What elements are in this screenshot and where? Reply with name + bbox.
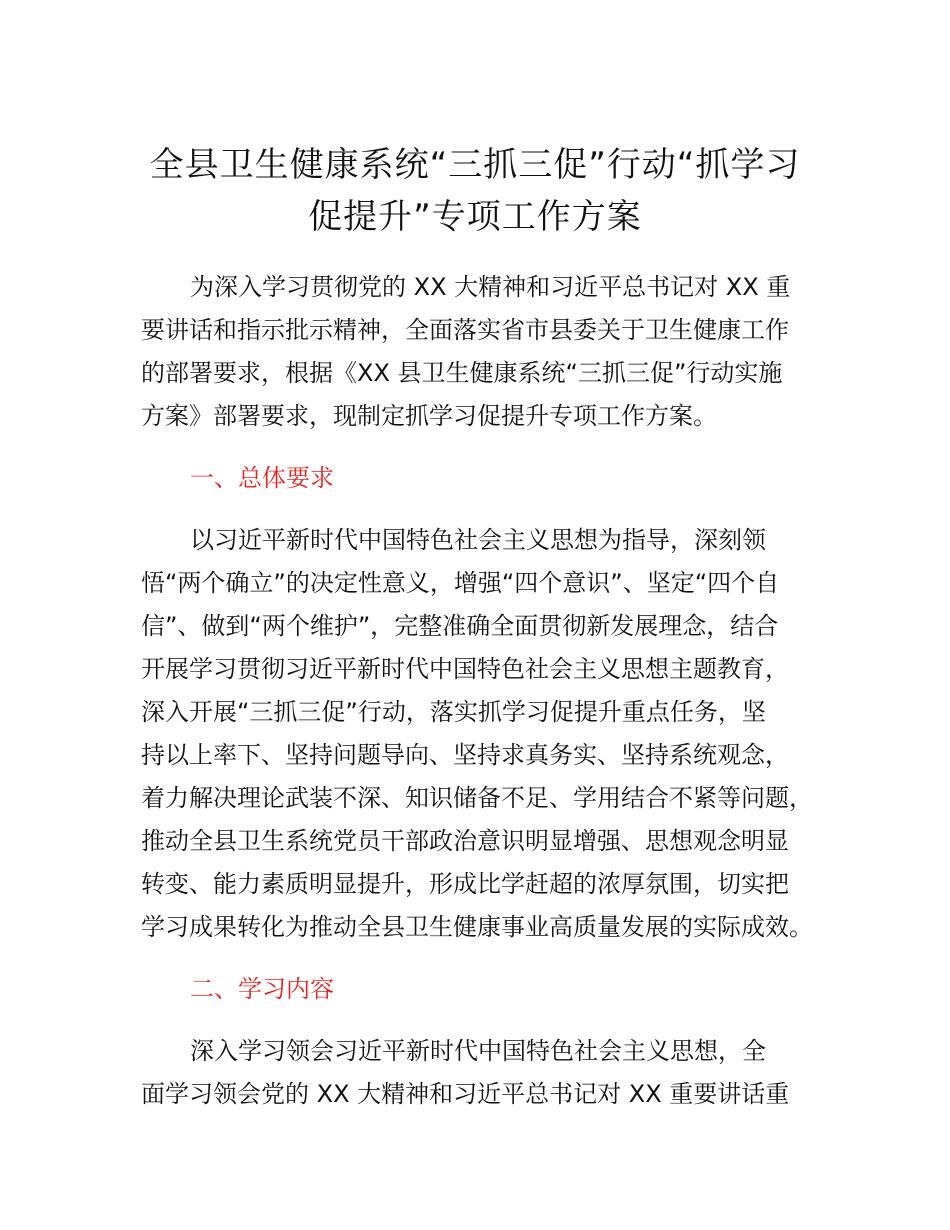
document-title-line-1: 全县卫生健康系统“三抓三促”行动“抓学习	[149, 145, 801, 185]
section1-line: 信”、做到“两个维护”，完整准确全面贯彻新发展理念，结合	[141, 612, 779, 640]
section1-line: 深入开展“三抓三促”行动，落实抓学习促提升重点任务，坚	[141, 698, 766, 726]
section1-line: 着力解决理论武装不深、知识储备不足、学用结合不紧等问题，	[141, 784, 813, 812]
section2-line: 深入学习领会习近平新时代中国特色社会主义思想，全	[190, 1037, 766, 1065]
section1-line: 悟“两个确立”的决定性意义，增强“四个意识”、坚定“四个自	[141, 569, 780, 597]
section1-line: 转变、能力素质明显提升，形成比学赶超的浓厚氛围，切实把	[141, 870, 789, 898]
section1-line: 学习成果转化为推动全县卫生健康事业高质量发展的实际成效。	[141, 913, 813, 941]
intro-line: 为深入学习贯彻党的 XX 大精神和习近平总书记对 XX 重	[190, 273, 791, 301]
section1-line: 开展学习贯彻习近平新时代中国特色社会主义思想主题教育，	[141, 655, 789, 683]
section1-line: 以习近平新时代中国特色社会主义思想为指导，深刻领	[190, 526, 766, 554]
section1-line: 持以上率下、坚持问题导向、坚持求真务实、坚持系统观念，	[141, 741, 789, 769]
intro-line: 的部署要求，根据《XX 县卫生健康系统“三抓三促”行动实施	[141, 359, 783, 387]
section-heading-study-content: 二、学习内容	[190, 975, 334, 1003]
section2-line: 面学习领会党的 XX 大精神和习近平总书记对 XX 重要讲话重	[141, 1080, 790, 1108]
intro-line: 方案》部署要求，现制定抓学习促提升专项工作方案。	[141, 402, 717, 430]
intro-line: 要讲话和指示批示精神，全面落实省市县委关于卫生健康工作	[141, 316, 789, 344]
document-title-line-2: 促提升”专项工作方案	[308, 197, 642, 237]
section-heading-overall-requirements: 一、总体要求	[190, 464, 334, 492]
section1-line: 推动全县卫生系统党员干部政治意识明显增强、思想观念明显	[141, 827, 789, 855]
